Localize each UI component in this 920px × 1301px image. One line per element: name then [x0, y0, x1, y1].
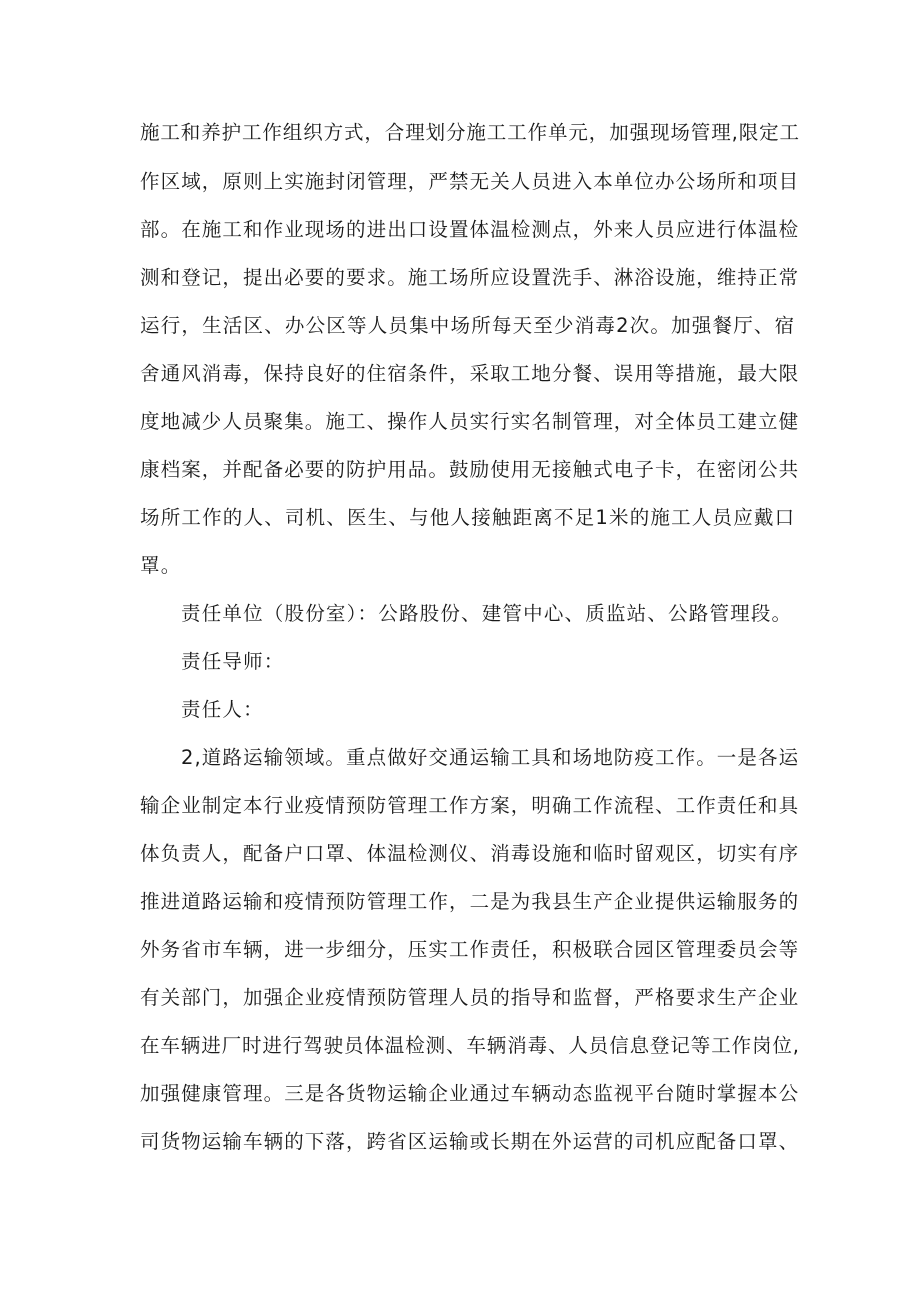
paragraph2-line: 推进道路运输和疫情预防管理工作，二是为我县生产企业提供运输服务的: [140, 890, 800, 913]
paragraph2-line: 2,道路运输领域。重点做好交通运输工具和场地防疫工作。一是各运: [181, 746, 800, 769]
paragraph2-line: 体负责人，配备户口罩、体温检测仪、消毒设施和临时留观区，切实有序: [140, 842, 800, 865]
responsibility-person: 责任人：: [181, 698, 264, 721]
paragraph1-line: 部。在施工和作业现场的进出口设置体温检测点，外来人员应进行体温检: [140, 218, 800, 241]
paragraph1-line: 作区域，原则上实施封闭管理，严禁无关人员进入本单位办公场所和项目: [140, 170, 800, 193]
paragraph1-line: 场所工作的人、司机、医生、与他人接触距离不足1米的施工人员应戴口: [140, 506, 796, 529]
paragraph2-line: 有关部门，加强企业疫情预防管理人员的指导和监督，严格要求生产企业: [140, 986, 800, 1009]
paragraph2-line: 输企业制定本行业疫情预防管理工作方案，明确工作流程、工作责任和具: [140, 794, 800, 817]
paragraph2-line: 在车辆进厂时进行驾驶员体温检测、车辆消毒、人员信息登记等工作岗位,: [140, 1034, 800, 1057]
paragraph1-line: 施工和养护工作组织方式，合理划分施工工作单元，加强现场管理,限定工: [140, 121, 800, 144]
responsibility-mentor: 责任导师：: [181, 650, 285, 673]
responsibility-unit: 责任单位（股份室）：公路股份、建管中心、质监站、公路管理段。: [181, 602, 793, 625]
paragraph1-line: 运行，生活区、办公区等人员集中场所每天至少消毒2次。加强餐厅、宿: [140, 314, 796, 337]
paragraph1-line: 罩。: [140, 554, 182, 577]
paragraph2-line: 加强健康管理。三是各货物运输企业通过车辆动态监视平台随时掌握本公: [140, 1082, 800, 1105]
paragraph1-line: 康档案，并配备必要的防护用品。鼓励使用无接触式电子卡，在密闭公共: [140, 458, 800, 481]
paragraph2-line: 司货物运输车辆的下落，跨省区运输或长期在外运营的司机应配备口罩、: [140, 1130, 800, 1153]
paragraph1-line: 度地减少人员聚集。施工、操作人员实行实名制管理，对全体员工建立健: [140, 410, 800, 433]
paragraph2-line: 外务省市车辆，进一步细分，压实工作责任，积极联合园区管理委员会等: [140, 938, 800, 961]
paragraph1-line: 舍通风消毒，保持良好的住宿条件，采取工地分餐、误用等措施，最大限: [140, 362, 800, 385]
paragraph1-line: 测和登记，提出必要的要求。施工场所应设置洗手、淋浴设施，维持正常: [140, 266, 800, 289]
